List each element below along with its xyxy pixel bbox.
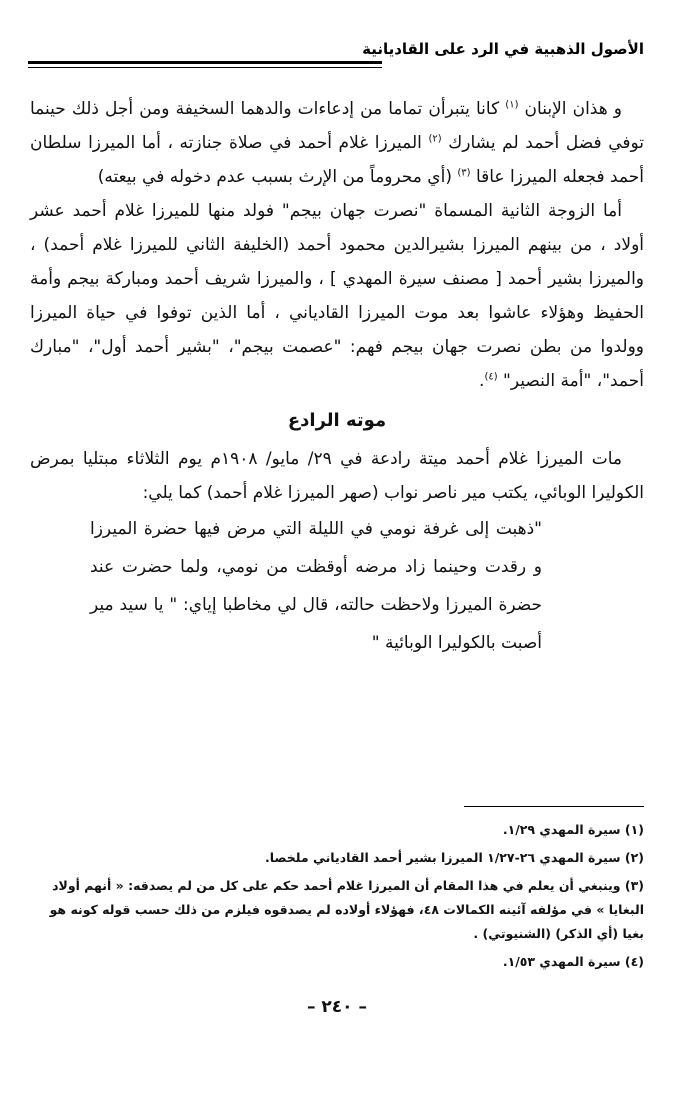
block-quote: "ذهبت إلى غرفة نومي في الليلة التي مرض فيها حضرة الميرزا و رقدت وحينما زاد مرضه أوقظت من نومي، ولما حضرت عند حضرة الميرزا ولاحظت حالته، قال لي مخاطبا إياي: " يا سيد مير أصبت بالكوليرا الوبائية " [90, 519, 542, 653]
footnote-separator [464, 806, 644, 807]
footnote-3: (٣) وينبغي أن يعلم في هذا المقام أن الميرزا غلام أحمد حكم على كل من لم يصدقه: « أنهم أولاد البغايا » في مؤلفه آئينه الكمالات ٤٨، فهؤلاء أولاده لم يصدقوه فيلزم من ذلك حسب قوله كونه هو بغيا (أي الذكر) (الشنيوتي) . [49, 878, 644, 941]
paragraph-death: مات الميرزا غلام أحمد ميتة رادعة في ٢٩/ مايو/ ١٩٠٨م يوم الثلاثاء مبتليا بمرض الكوليرا الوبائي، يكتب مير ناصر نواب (صهر الميرزا غلام أحمد) كما يلي: [30, 449, 644, 503]
footnote-ref: (٢) [428, 133, 442, 145]
paragraph-second-wife [30, 194, 644, 398]
footnote-4: (٤) سيرة المهدي ١/٥٣. [502, 954, 644, 969]
footnotes [30, 818, 644, 978]
paragraph-text: (أي محروماً من الإرث بسبب عدم دخوله في بيعته) [97, 167, 458, 187]
paragraph-text: كانا يتبرأن تماما من إدعاءات والدهما السخيفة ومن أجل ذلك حينما توفي فضل أحمد لم يشارك [30, 99, 644, 153]
paragraph-sons [30, 92, 644, 194]
header-rule-thin [28, 67, 382, 68]
paragraph-text: الميرزا غلام أحمد في صلاة جنازته ، أما الميرزا سلطان أحمد فجعله الميرزا عاقا [30, 133, 644, 187]
footnote-ref: (٤) [484, 371, 498, 383]
section-heading: موته الرادع [287, 410, 387, 431]
page-number: – ٢٤٠ – [307, 997, 367, 1017]
body-text [30, 92, 644, 662]
footnote-2: (٢) سيرة المهدي ٢٦-١/٢٧ الميرزا بشير أحمد القادياني ملخصا. [265, 850, 644, 865]
footnote-ref: (١) [505, 99, 519, 111]
paragraph-text: و هذان الإبنان [518, 99, 622, 119]
footnote-ref: (٣) [457, 167, 471, 179]
header-rule [28, 61, 382, 64]
running-header: الأصول الذهبية في الرد على القاديانية [362, 40, 644, 58]
paragraph-text: أما الزوجة الثانية المسماة "نصرت جهان بيجم" فولد منها للميرزا غلام أحمد عشر أولاد ، من بينهم الميرزا بشيرالدين محمود أحمد (الخليفة الثاني للميرزا غلام أحمد) ، والميرزا بشير أحمد [ مصنف سيرة المهدي ] ، والميرزا شريف أحمد ومباركة بيجم وأمة الحفيظ وهؤلاء عاشوا بعد موت الميرزا القادياني ، أما الذين توفوا في حياة الميرزا وولدوا من بطن نصرت جهان بيجم فهم: "عصمت بيجم"، "بشير أحمد أول"، "مبارك أحمد"، "أمة النصير" [30, 201, 644, 391]
footnote-1: (١) سيرة المهدي ١/٢٩. [502, 822, 644, 837]
paragraph-text: . [479, 371, 485, 391]
